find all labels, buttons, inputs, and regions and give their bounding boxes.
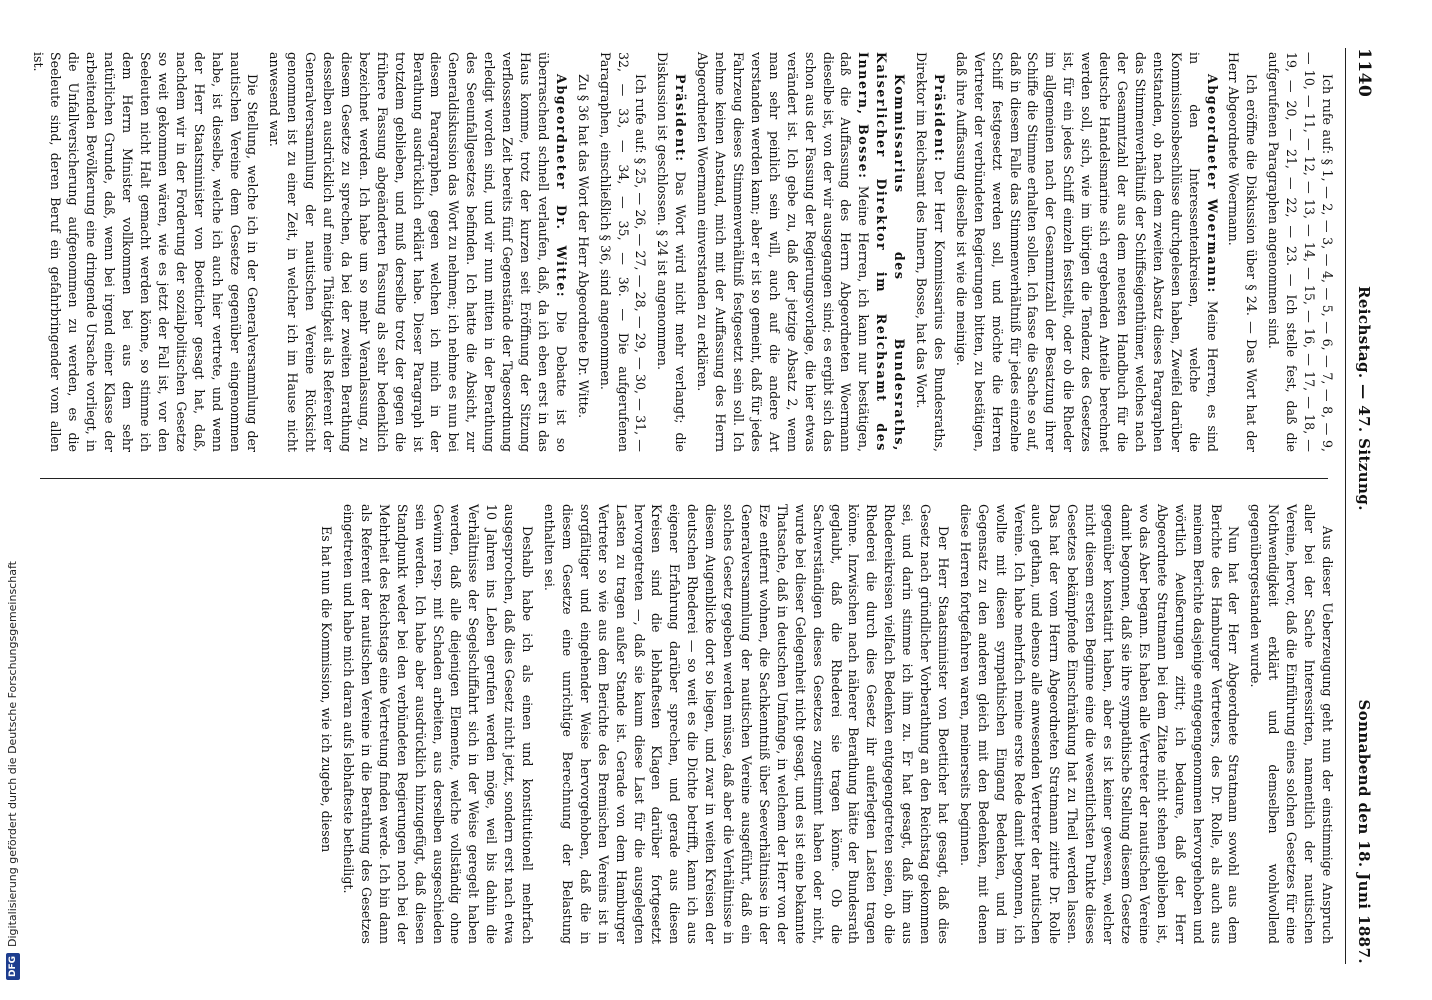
- running-title: Reichstag. — 47. Sitzung.: [1355, 286, 1373, 511]
- paragraph: [952, 52, 1221, 452]
- paragraph-text: Die Debatte ist so überraschend schnell verlaufen, daß, da ich eben erst in das Haus komme, trotz der kurzen seit Eröffnung der Sitzung verflossenen Zeit bereits fünf Gegenstände der Tagesordnung erledigt worden sind, und wir nun mitten in der Berathung des Seeunfallgesetzes befinden. Ich hatte die Absicht, zur Generaldiskussion das Wort zu nehmen; ich nehme es nun bei diesem Paragraphen, gegen welchen ich mich in der Berathung ausdrücklich erklärt habe. Dieser Paragraph ist trotzdem geblieben, und muß derselbe trotz der gegen die frühere Fassung abgeänderten Fassung als sehr bedenklich bezeichnet werden. Ich habe um so mehr Veranlassung, zu diesem Gesetze zu sprechen, da bei der zweiten Berathung desselben ausdrücklich auf meine Thätigkeit als Referent der Generalversammlung der nautischen Vereine Rücksicht genommen ist zu einer Zeit, in welcher ich im Hause nicht anwesend war.: [267, 52, 569, 452]
- paragraph: [317, 504, 335, 944]
- paragraph: [653, 52, 689, 452]
- paragraph: [540, 504, 952, 944]
- paragraph-text: Der Herr Staatsminister von Boetticher hat gesagt, daß dies Gesetz nach gründlicher Vorberathung an den Reichstag gekommen sei, und darin stimme ich ihm zu. Er hat gesagt, daß ihm aus Rhedereikreisen vielfach Bedenken entgegengetreten seien, ob die Rhederei die durch dies Gesetz ihr auferlegten Lasten tragen könne. Inzwischen nach näherer Berathung hätte der Bundesrath geglaubt, daß die Rhederei sie tragen könne. Ob die Sachverständigen dieses Gesetzes zugestimmt haben oder nicht, wurde bei dieser Gelegenheit nicht gesagt, und es ist eine bekannte Thatsache, daß in deutschen Umfange, in welchem der Herr von der Eze entfernt wohnen, die Sachkenntniß über Seeverhältnisse in der Generalversammlung der nautischen Vereine ausgeführt, daß ein solches Gesetz gegeben werden müsse, daß aber die Verhältnisse in diesem Augenblicke dort so liegen, und zwar in weiten Kreisen der deutschen Rhederei — so weit es die Dichte betrifft, kann ich aus eigener Erfahrung darüber sprechen, und gerade aus diesen Kreisen sind die lebhaftesten Klagen darüber fortgesetzt hervorgetreten —, daß sie kaum diese Last für die ausgelegten Lasten zu tragen außer Stande ist. Gerade von dem Hamburger Vertreter so wie aus dem Berichte des Bremischen Vereins ist in sorgfältiger und eingehender Weise hervorgehoben, daß die in diesem Gesetze eine unrichtige Berechnung der Belastung enthalten sei.: [542, 504, 951, 944]
- paragraph-text: Meine Herren, es sind in den Interessentenkreisen, welche die Kommissionsbeschlüsse durchgelesen haben, Zweifel darüber entstanden, ob nach dem zweiten Absatz dieses Paragraphen das Stimmenverhältniß der Schiffseigenthümer, welches nach der Gesammtzahl der aus dem neuesten Handbuch für die deutsche Handelsmarine sich ergebenden Anteile berechnet werden soll, sich, wie im übrigen die Tendenz des Gesetzes ist, für ein jedes Schiff einzeln feststellt, oder ob die Rheder im allgemeinen nach der Gesammtzahl der Besatzung ihrer Schiffe die Stimme erhalten sollen. Ich fasse die Sache so auf, daß in diesem Falle das Stimmenverhältniß für jedes einzelne Schiff festgesetzt werden soll, und möchte die Herren Vertreter der verbündeten Regierungen bitten, zu bestätigen, daß ihre Auffassung dieselbe ist wie die meinige.: [953, 52, 1220, 452]
- paragraph: [1246, 504, 1336, 944]
- speaker-name: Kommissarius des Bundesraths, Kaiserlicher Direktor im Reichsamt des Innern, Bosse:: [856, 52, 908, 452]
- paragraph: [1264, 52, 1336, 452]
- paragraph-text: Aus dieser Ueberzeugung geht nun der einstimmige Anspruch aller bei der Sache Interessirten, namentlich der nautischen Vereine, hervor, daß die Einführung eines solchen Gesetzes für eine Nothwendigkeit erklärt und demselben wohlwollend gegenübergestanden wurde.: [1248, 504, 1335, 944]
- speaker-name: Abgeordneter Woermann:: [1204, 74, 1220, 294]
- paragraph: [574, 52, 592, 452]
- paragraph-text: Meine Herren, ich kann nur bestätigen, daß die Auffassung des Herrn Abgeordneten Woermann dieselbe ist, von der wir ausgegangen sind; es ergibt sich das schon aus der Fassung der Regierungsvorlage, die hier etwas verändert ist. Ich gebe zu, daß der jetzige Absatz 2, wenn man sehr peinlich sein will, auch auf die andere Art verstanden werden kann; aber er ist so gemeint, daß für jedes Fahrzeug dieses Stimmenverhältniß festgesetzt sein soll. Ich nehme keinen Anstand, mich mit der Auffassung des Herrn Abgeordneten Woermann einverstanden zu erklären.: [695, 52, 872, 453]
- paragraph: [912, 52, 948, 452]
- page-number: 1140: [1354, 48, 1374, 98]
- session-date: Sonnabend den 18. Juni 1887.: [1355, 699, 1373, 964]
- paragraph: [596, 52, 650, 452]
- paragraph-text: Das Wort wird nicht mehr verlangt; die Diskussion ist geschlossen. § 24 ist angenommen.: [655, 52, 689, 452]
- paragraph-text: Ich rufe auf: § 1, — 2, — 3, — 4, — 5, — 6, — 7, — 8, — 9, — 10, — 11, — 12, — 13, — 14, — 15, — 16, — 17, — 18, — 19, — 20, — 21, — 22, — 23. — Ich stelle fest, daß die aufgerufenen Paragraphen angenommen sind.: [1266, 52, 1335, 452]
- paragraph-text: Zu § 36 hat das Wort der Herr Abgeordnete Dr. Witte.: [575, 74, 591, 419]
- paragraph: [265, 52, 569, 452]
- paragraph-text: Deshalb habe ich als einen und konstitutionell mehrfach ausgesprochen, daß dies Gesetz nicht jetzt, sondern erst nach etwa 10 Jahren ins Leben gerufen werden möge, weil bis dahin die Verhältnisse der Segelschiffahrt sich in der Weise geregelt haben werden, daß alle diejenigen Elemente, welche vollständig ohne Gewinn resp. mit Schaden arbeiten, aus derselben ausgeschieden sein werden. Ich habe aber ausdrücklich hinzugefügt, daß diesen Standpunkt weder bei den verbündeten Regierungen noch bei der Mehrheit des Reichstags eine Vertretung finden werde. Ich bin dann als Referent der nautischen Vereine in die Berathung des Gesetzes eingetreten und habe mich daran aufs lebhafteste betheiligt.: [341, 504, 536, 944]
- dfg-logo: DFG: [6, 953, 20, 980]
- paragraph-text: Ich eröffne die Diskussion über § 24. — Das Wort hat der Herr Abgeordnete Woermann.: [1226, 52, 1260, 452]
- footer-text: Digitalisierung gefördert durch die Deutsche Forschungsgemeinschaft: [6, 561, 19, 947]
- paragraph-text: Der Herr Kommissarius des Bundesraths, Direktor im Reichsamt des Innern, Bosse, hat das Wort.: [914, 52, 947, 452]
- left-column: [30, 52, 1336, 453]
- paragraph-text: Nun hat der Herr Abgeordnete Stratmann sowohl aus dem Berichte des Hamburger Vertreters, des Dr. Rolle, als auch aus meinem Berichte dasjenige entgegengenommen hervorgehoben und wörtlich Aeußerungen zitirt; ich bedaure, daß der Herr Abgeordnete Stratmann bei dem Zitate nicht stehen geblieben ist, wo das Aber begann. Es haben alle Vertreter der nautischen Vereine damit begonnen, daß sie ihre sympathische Stellung diesem Gesetze gegenüber konstatirt haben, aber es ist keiner gewesen, welcher nicht diesem ersten Beginne eine die wesentlichsten Punkte dieses Gesetzes bekämpfende Einschränkung hat zu Theil werden lassen. Das hat der vom Herrn Abgeordneten Stratmann zitirte Dr. Rolle auch gethan, und ebenso alle anwesenden Vertreter der nautischen Vereine. Ich habe mehrfach meine erste Rede damit begonnen, ich wollte mit diesen sympathischen Eingang Bedenken, und im Gegensatz zu den anderen gleich mit den Bedenken, mit denen diese Herren fortgefahren waren, meinerseits beginnen.: [957, 504, 1242, 944]
- paragraph: [1225, 52, 1261, 452]
- paragraph: [956, 504, 1243, 944]
- paragraph: [29, 52, 262, 452]
- speaker-name: Abgeordneter Dr. Witte:: [553, 74, 569, 299]
- speaker-name: Präsident:: [673, 74, 689, 163]
- paragraph-text: Es hat nun die Kommission, wie ich zugebe, diesen: [319, 526, 335, 853]
- paragraph-text: Ich rufe auf: § 25, — 26, — 27, — 28, — 29, — 30, — 31, — 32, — 33, — 34, — 35, — 36. — Die aufgerufenen Paragraphen, einschließlich § 36, sind angenommen.: [597, 52, 649, 452]
- right-column: [36, 504, 1336, 944]
- paragraph-text: Die Stellung, welche ich in der Generalversammlung der nautischen Vereine dem Gesetze gegenüber eingenommen habe, ist dieselbe, welche ich auch hier vertrete, und wenn der Herr Staatsminister von Boetticher gesagt hat, daß, nachdem wir in der Forderung der sozialpolitischen Gesetze so weit gekommen wären, wie es jetzt der Fall ist, vor den Seeleuten nicht Halt gemacht werden könne, so stimme ich dem Herrn Minister vollkommen bei aus dem sehr natürlichen Grunde, daß, wenn bei irgend einer Klasse der arbeitenden Bevölkerung eine dringende Ursache vorliegt, in die Unfallversicherung aufgenommen zu werden, es die Seeleute sind, deren Beruf ein gefahrbringender vom allen ist.: [30, 52, 261, 452]
- column-divider: [40, 478, 1328, 479]
- paragraph: [693, 52, 908, 452]
- paragraph: [339, 504, 536, 944]
- digitization-footer: [0, 561, 22, 1000]
- page-header: [1345, 48, 1382, 964]
- speaker-name: Präsident:: [931, 74, 947, 163]
